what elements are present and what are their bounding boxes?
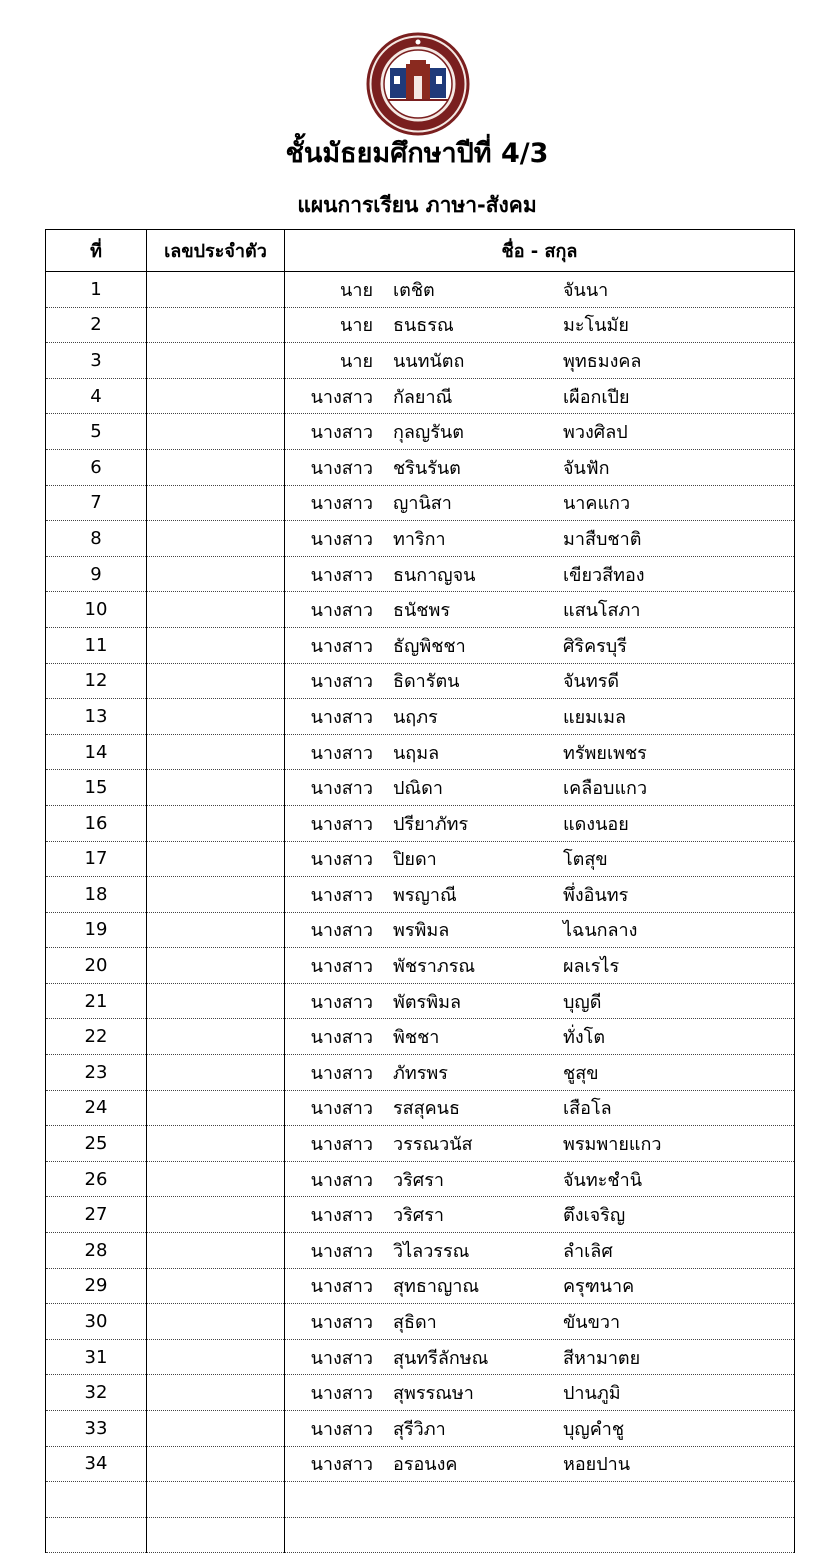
name-prefix: นางสาว	[310, 422, 373, 444]
row-number: 13	[46, 699, 147, 735]
last-name: พรมพายแกว	[563, 1134, 662, 1156]
student-name-cell	[285, 1161, 795, 1197]
student-id-cell	[147, 1090, 285, 1126]
row-number: 9	[46, 556, 147, 592]
table-row	[46, 805, 795, 841]
row-number: 6	[46, 449, 147, 485]
last-name: บุญคำชู	[563, 1418, 625, 1440]
last-name: เสือโล	[563, 1098, 612, 1120]
row-number: 8	[46, 521, 147, 557]
table-row	[46, 272, 795, 308]
student-name-cell	[285, 699, 795, 735]
student-id-cell	[147, 1517, 285, 1553]
first-name: สุทธาญาณ	[393, 1276, 480, 1298]
first-name: ปรียาภัทร	[393, 813, 469, 835]
last-name: มาสืบชาติ	[563, 528, 642, 550]
last-name: ทรัพยเพชร	[563, 742, 647, 764]
student-id-cell	[147, 948, 285, 984]
first-name: วิไลวรรณ	[393, 1240, 470, 1262]
table-row	[46, 1019, 795, 1055]
name-prefix: นางสาว	[310, 920, 373, 942]
first-name: สุนทรีลักษณ	[393, 1347, 489, 1369]
table-row	[46, 1482, 795, 1518]
student-id-cell	[147, 485, 285, 521]
student-name-cell	[285, 307, 795, 343]
first-name: เตชิต	[393, 279, 435, 301]
student-name-cell	[285, 1197, 795, 1233]
first-name: รสสุคนธ	[393, 1098, 460, 1120]
table-row	[46, 699, 795, 735]
row-number: 5	[46, 414, 147, 450]
name-prefix: นางสาว	[310, 528, 373, 550]
row-number: 14	[46, 734, 147, 770]
student-name-cell	[285, 1126, 795, 1162]
student-name-cell	[285, 877, 795, 913]
row-number: 7	[46, 485, 147, 521]
table-row	[46, 1339, 795, 1375]
student-name-cell	[285, 663, 795, 699]
name-prefix: นางสาว	[310, 706, 373, 728]
row-number: 4	[46, 378, 147, 414]
row-number: 25	[46, 1126, 147, 1162]
student-name-cell	[285, 983, 795, 1019]
row-number: 34	[46, 1446, 147, 1482]
name-prefix: นางสาว	[310, 1027, 373, 1049]
table-row	[46, 912, 795, 948]
first-name: พัชราภรณ	[393, 956, 476, 978]
table-row	[46, 1375, 795, 1411]
student-name-cell	[285, 414, 795, 450]
row-number: 15	[46, 770, 147, 806]
student-id-cell	[147, 1411, 285, 1447]
table-row	[46, 1446, 795, 1482]
name-prefix: นางสาว	[310, 1312, 373, 1334]
last-name: นาคแกว	[563, 493, 631, 515]
table-row	[46, 343, 795, 379]
row-number: 29	[46, 1268, 147, 1304]
first-name: ปิยดา	[393, 849, 437, 871]
row-number: 21	[46, 983, 147, 1019]
last-name: พวงศิลป	[563, 422, 628, 444]
row-number: 11	[46, 627, 147, 663]
name-prefix: นางสาว	[310, 991, 373, 1013]
last-name: ทั่งโต	[563, 1027, 606, 1049]
student-id-cell	[147, 1019, 285, 1055]
student-name-cell	[285, 343, 795, 379]
student-id-cell	[147, 1197, 285, 1233]
student-id-cell	[147, 770, 285, 806]
student-id-cell	[147, 983, 285, 1019]
name-prefix: นางสาว	[310, 1383, 373, 1405]
last-name: เขียวสีทอง	[563, 564, 645, 586]
name-prefix: นางสาว	[310, 493, 373, 515]
name-prefix: นางสาว	[310, 457, 373, 479]
table-row	[46, 1411, 795, 1447]
student-id-cell	[147, 1161, 285, 1197]
row-number: 12	[46, 663, 147, 699]
student-id-cell	[147, 1055, 285, 1091]
student-name-cell	[285, 1233, 795, 1269]
table-row	[46, 1304, 795, 1340]
student-name-cell	[285, 1268, 795, 1304]
row-number: 31	[46, 1339, 147, 1375]
last-name: ผลเรไร	[563, 956, 620, 978]
header-student-id: เลขประจำตัว	[147, 230, 285, 272]
student-name-cell	[285, 1019, 795, 1055]
first-name: พรญาณี	[393, 884, 457, 906]
name-prefix: นาย	[340, 350, 373, 372]
name-prefix: นางสาว	[310, 600, 373, 622]
table-row	[46, 592, 795, 628]
last-name: เคลือบแกว	[563, 778, 648, 800]
row-number: 3	[46, 343, 147, 379]
first-name: กัลยาณี	[393, 386, 453, 408]
first-name: ธนธรณ	[393, 315, 454, 337]
row-number: 22	[46, 1019, 147, 1055]
row-number: 2	[46, 307, 147, 343]
student-name-cell	[285, 1375, 795, 1411]
first-name: วรรณวนัส	[393, 1134, 473, 1156]
student-name-cell	[285, 627, 795, 663]
last-name: แยมเมล	[563, 706, 627, 728]
last-name: ลำเลิศ	[563, 1240, 613, 1262]
first-name: ภัทรพร	[393, 1062, 448, 1084]
table-row	[46, 485, 795, 521]
page-title: ชั้นมัธยมศึกษาปีที่ 4/3	[285, 138, 549, 169]
row-number: 19	[46, 912, 147, 948]
last-name: หอยปาน	[563, 1454, 631, 1476]
student-id-cell	[147, 556, 285, 592]
table-row	[46, 1517, 795, 1553]
table-row	[46, 556, 795, 592]
table-row	[46, 948, 795, 984]
student-id-cell	[147, 414, 285, 450]
student-id-cell	[147, 1339, 285, 1375]
student-name-cell	[285, 1482, 795, 1518]
last-name: แสนโสภา	[563, 600, 641, 622]
student-id-cell	[147, 663, 285, 699]
name-prefix: นางสาว	[310, 1418, 373, 1440]
name-prefix: นาย	[340, 315, 373, 337]
table-row	[46, 521, 795, 557]
student-id-cell	[147, 734, 285, 770]
row-number: 1	[46, 272, 147, 308]
table-row	[46, 1268, 795, 1304]
student-name-cell	[285, 485, 795, 521]
student-name-cell	[285, 378, 795, 414]
student-id-cell	[147, 1446, 285, 1482]
table-row	[46, 449, 795, 485]
student-name-cell	[285, 1339, 795, 1375]
student-name-cell	[285, 841, 795, 877]
last-name: ปานภูมิ	[563, 1383, 621, 1405]
student-id-cell	[147, 1233, 285, 1269]
first-name: ธิดารัตน	[393, 671, 460, 693]
student-id-cell	[147, 1126, 285, 1162]
table-row	[46, 663, 795, 699]
row-number: 24	[46, 1090, 147, 1126]
row-number: 33	[46, 1411, 147, 1447]
first-name: อรอนงค	[393, 1454, 458, 1476]
row-number: 17	[46, 841, 147, 877]
student-name-cell	[285, 449, 795, 485]
last-name: พึ่งอินทร	[563, 884, 629, 906]
student-id-cell	[147, 307, 285, 343]
name-prefix: นางสาว	[310, 1347, 373, 1369]
student-name-cell	[285, 272, 795, 308]
table-row	[46, 378, 795, 414]
name-prefix: นางสาว	[310, 1062, 373, 1084]
student-id-cell	[147, 627, 285, 663]
row-number: 27	[46, 1197, 147, 1233]
header-no: ที่	[46, 230, 147, 272]
name-prefix: นางสาว	[310, 1276, 373, 1298]
student-id-cell	[147, 877, 285, 913]
first-name: ปณิดา	[393, 778, 443, 800]
name-prefix: นางสาว	[310, 884, 373, 906]
last-name: ศิริครบุรี	[563, 635, 627, 657]
row-number: 28	[46, 1233, 147, 1269]
table-row	[46, 627, 795, 663]
first-name: วริศรา	[393, 1205, 444, 1227]
last-name: ไฉนกลาง	[563, 920, 638, 942]
student-id-cell	[147, 805, 285, 841]
student-name-cell	[285, 592, 795, 628]
page-subtitle: แผนการเรียน ภาษา-สังคม	[297, 193, 537, 217]
student-id-cell	[147, 272, 285, 308]
last-name: จันนา	[563, 279, 609, 301]
row-number: 10	[46, 592, 147, 628]
table-row	[46, 1126, 795, 1162]
student-name-cell	[285, 1055, 795, 1091]
first-name: วริศรา	[393, 1169, 444, 1191]
first-name: ธัญพิชชา	[393, 635, 466, 657]
name-prefix: นางสาว	[310, 671, 373, 693]
student-id-cell	[147, 378, 285, 414]
first-name: ชรินรันต	[393, 457, 461, 479]
row-number: 26	[46, 1161, 147, 1197]
name-prefix: นางสาว	[310, 386, 373, 408]
student-id-cell	[147, 521, 285, 557]
student-name-cell	[285, 1446, 795, 1482]
table-row	[46, 1090, 795, 1126]
student-name-cell	[285, 1411, 795, 1447]
first-name: นฤภร	[393, 706, 438, 728]
last-name: ครุฑนาค	[563, 1276, 635, 1298]
student-id-cell	[147, 343, 285, 379]
table-row	[46, 1161, 795, 1197]
student-name-cell	[285, 1517, 795, 1553]
row-number: 20	[46, 948, 147, 984]
table-row	[46, 841, 795, 877]
first-name: พัตรพิมล	[393, 991, 461, 1013]
student-name-cell	[285, 521, 795, 557]
student-roster-table	[45, 229, 795, 1553]
student-name-cell	[285, 770, 795, 806]
student-name-cell	[285, 948, 795, 984]
name-prefix: นางสาว	[310, 849, 373, 871]
row-number: 30	[46, 1304, 147, 1340]
name-prefix: นางสาว	[310, 1134, 373, 1156]
first-name: นฤมล	[393, 742, 440, 764]
student-id-cell	[147, 1482, 285, 1518]
table-header-row	[46, 230, 795, 272]
last-name: ขันขวา	[563, 1312, 621, 1334]
last-name: ตึงเจริญ	[563, 1205, 626, 1227]
table-row	[46, 1233, 795, 1269]
name-prefix: นางสาว	[310, 1454, 373, 1476]
first-name: สุธิดา	[393, 1312, 437, 1334]
name-prefix: นาย	[340, 279, 373, 301]
table-row	[46, 734, 795, 770]
first-name: ธนกาญจน	[393, 564, 476, 586]
name-prefix: นางสาว	[310, 778, 373, 800]
student-name-cell	[285, 805, 795, 841]
last-name: เผือกเปีย	[563, 386, 630, 408]
name-prefix: นางสาว	[310, 956, 373, 978]
first-name: ทาริกา	[393, 528, 446, 550]
student-name-cell	[285, 556, 795, 592]
student-id-cell	[147, 449, 285, 485]
last-name: พุทธมงคล	[563, 350, 642, 372]
student-name-cell	[285, 1304, 795, 1340]
first-name: พรพิมล	[393, 920, 450, 942]
student-id-cell	[147, 841, 285, 877]
table-row	[46, 307, 795, 343]
first-name: นนทนัตถ	[393, 350, 465, 372]
last-name: ชูสุข	[563, 1062, 599, 1084]
student-id-cell	[147, 1375, 285, 1411]
student-name-cell	[285, 912, 795, 948]
last-name: โตสุข	[563, 849, 608, 871]
row-number: 18	[46, 877, 147, 913]
row-number	[46, 1517, 147, 1553]
student-id-cell	[147, 592, 285, 628]
name-prefix: นางสาว	[310, 1098, 373, 1120]
row-number: 23	[46, 1055, 147, 1091]
name-prefix: นางสาว	[310, 1240, 373, 1262]
student-name-cell	[285, 734, 795, 770]
table-row	[46, 414, 795, 450]
table-row	[46, 983, 795, 1019]
last-name: จันทะชำนิ	[563, 1169, 643, 1191]
row-number: 16	[46, 805, 147, 841]
student-id-cell	[147, 699, 285, 735]
name-prefix: นางสาว	[310, 1169, 373, 1191]
name-prefix: นางสาว	[310, 813, 373, 835]
name-prefix: นางสาว	[310, 1205, 373, 1227]
header-full-name: ชื่อ - สกุล	[285, 230, 795, 272]
table-row	[46, 1055, 795, 1091]
name-prefix: นางสาว	[310, 635, 373, 657]
student-name-cell	[285, 1090, 795, 1126]
first-name: ธนัชพร	[393, 600, 451, 622]
row-number	[46, 1482, 147, 1518]
first-name: สุรีวิภา	[393, 1418, 446, 1440]
student-id-cell	[147, 1268, 285, 1304]
row-number: 32	[46, 1375, 147, 1411]
table-row	[46, 770, 795, 806]
last-name: สีหามาตย	[563, 1347, 641, 1369]
student-id-cell	[147, 912, 285, 948]
name-prefix: นางสาว	[310, 742, 373, 764]
table-row	[46, 1197, 795, 1233]
last-name: จันทรดี	[563, 671, 620, 693]
last-name: มะโนมัย	[563, 315, 629, 337]
first-name: กุลญรันต	[393, 422, 464, 444]
school-seal-icon	[366, 32, 470, 136]
name-prefix: นางสาว	[310, 564, 373, 586]
table-row	[46, 877, 795, 913]
student-id-cell	[147, 1304, 285, 1340]
first-name: สุพรรณษา	[393, 1383, 474, 1405]
first-name: ญานิสา	[393, 493, 452, 515]
last-name: จันฟัก	[563, 457, 610, 479]
last-name: บุญดี	[563, 991, 602, 1013]
last-name: แดงนอย	[563, 813, 629, 835]
first-name: พิชชา	[393, 1027, 440, 1049]
